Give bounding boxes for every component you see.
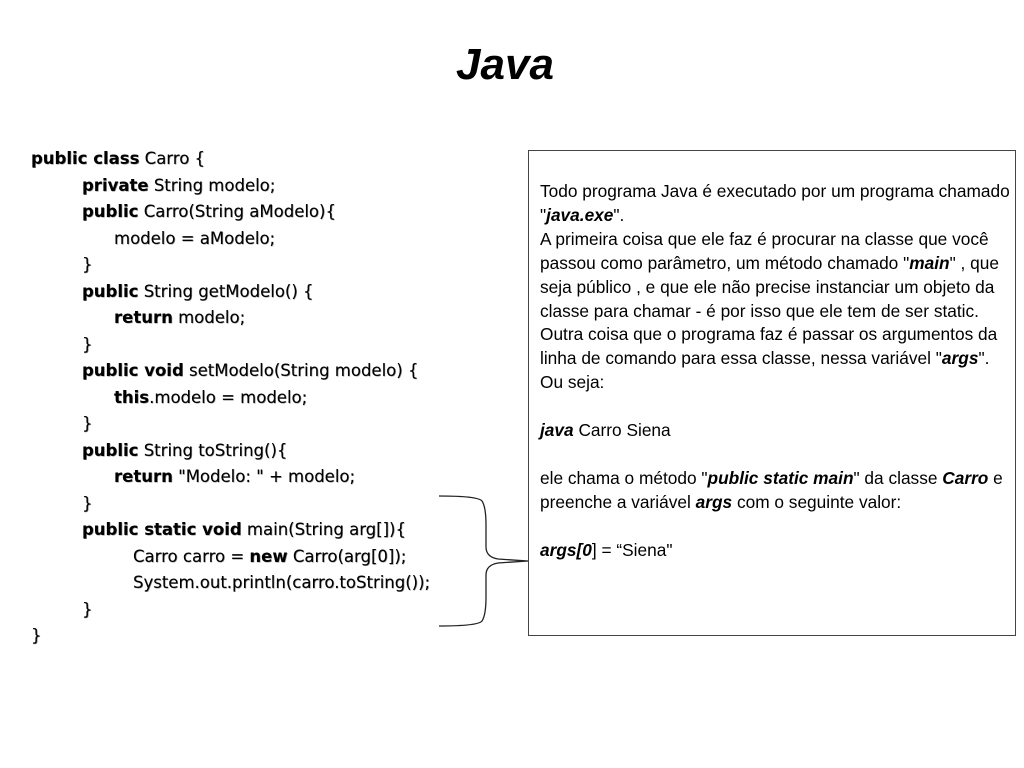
code-text: Carro(String aModelo){ (138, 202, 336, 221)
emphasis-args: args (941, 348, 979, 369)
code-keyword: new (249, 546, 288, 566)
code-keyword: public static void (82, 520, 242, 539)
code-keyword: public (82, 281, 139, 301)
code-line-1 (31, 146, 205, 172)
text-run: ] = “Siena" (591, 539, 673, 560)
curly-brace-connector (438, 495, 530, 627)
emphasis-args-0: args[0 (540, 539, 592, 560)
code-keyword: public (82, 440, 139, 460)
code-text: modelo = aModelo; (114, 228, 276, 248)
text-run: Todo programa Java é executado por um programa chamado " (540, 181, 1010, 225)
code-line-6 (82, 279, 314, 305)
text-run: e preenche a variável (540, 467, 1003, 512)
code-line-8 (82, 332, 93, 358)
paragraph-explanation (540, 467, 1010, 515)
code-text: Carro carro = (133, 546, 250, 566)
code-keyword: return (114, 308, 173, 327)
code-text: } (82, 334, 93, 354)
explanation-text (540, 180, 1010, 562)
code-keyword: public void (82, 361, 184, 380)
code-text: String getModelo() { (138, 281, 314, 301)
text-run: " da classe (853, 467, 943, 488)
code-keyword: public class (31, 149, 140, 168)
text-run: A primeira coisa que ele faz é procurar na classe que você passou como parâmetro, um método chamado " (540, 228, 989, 273)
emphasis-args: args (695, 491, 733, 512)
code-line-9 (82, 358, 418, 384)
code-line-14 (82, 491, 93, 517)
slide-title: Java (456, 40, 554, 89)
paragraph-args-value (540, 539, 1010, 563)
code-text: } (82, 599, 93, 619)
code-text: } (82, 255, 93, 274)
code-line-2 (82, 173, 275, 199)
emphasis-java-exe: java.exe (546, 204, 614, 225)
code-line-5 (82, 252, 93, 278)
code-line-16 (133, 544, 406, 570)
code-text: .modelo = modelo; (149, 387, 308, 407)
code-line-11 (82, 411, 93, 437)
emphasis-java: java (540, 420, 574, 441)
code-line-12 (82, 438, 287, 464)
explanation-box (528, 150, 1016, 636)
code-line-19 (31, 623, 42, 649)
code-line-7 (114, 305, 245, 331)
text-run: ". (978, 348, 990, 369)
code-line-4 (114, 226, 275, 252)
paragraph-main (540, 228, 1010, 371)
text-run: com o seguinte valor: (732, 491, 902, 512)
code-text: Carro(arg[0]); (287, 546, 407, 566)
text-run: ele chama o método " (540, 467, 708, 488)
code-text: } (82, 414, 93, 433)
code-line-13 (114, 464, 355, 490)
code-line-17 (133, 570, 430, 596)
code-text: "Modelo: " + modelo; (172, 467, 356, 486)
emphasis-carro: Carro (942, 467, 989, 488)
code-text: System.out.println(carro.toString()); (133, 573, 431, 592)
code-text: String modelo; (148, 175, 276, 195)
code-line-15 (82, 517, 406, 543)
code-text: } (82, 493, 93, 513)
paragraph-command (540, 419, 1010, 443)
code-keyword: public (82, 202, 139, 221)
paragraph-ou-seja: Ou seja: (540, 372, 605, 393)
code-keyword: private (82, 175, 149, 195)
text-run: Carro Siena (573, 420, 671, 441)
code-text: } (31, 626, 42, 645)
code-text: main(String arg[]){ (241, 520, 406, 539)
code-keyword: return (114, 467, 173, 486)
code-text: setModelo(String modelo) { (183, 361, 419, 380)
emphasis-main: main (909, 252, 950, 273)
code-line-18 (82, 597, 93, 623)
code-text: Carro { (139, 149, 206, 168)
code-keyword: this (114, 387, 150, 407)
code-line-3 (82, 199, 336, 225)
code-line-10 (114, 385, 307, 411)
code-text: modelo; (172, 308, 246, 327)
paragraph-intro (540, 180, 1010, 228)
emphasis-public-static-main: public static main (707, 467, 854, 488)
code-text: String toString(){ (138, 440, 288, 460)
text-run: ". (613, 204, 625, 225)
text-run: " , que seja público , e que ele não precise instanciar um objeto da classe para chamar - é por isso que ele tem de ser static. Outra coisa que o programa faz é passar os argumentos da linha de comando para essa classe, nessa variável " (540, 252, 999, 369)
